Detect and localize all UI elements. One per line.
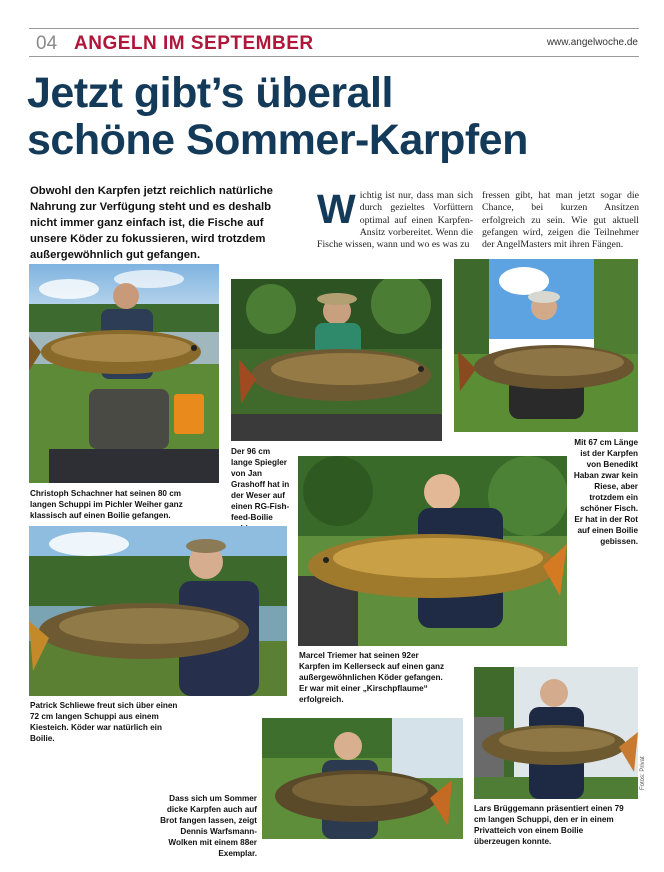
- website-link[interactable]: www.angelwoche.de: [546, 37, 638, 48]
- caption-schliewe: Patrick Schliewe freut sich über einen 72 cm langen Schuppi aus einem Kiesteich. Köder war natürlich ein Boilie.: [30, 701, 178, 743]
- page-number: 04: [36, 33, 58, 54]
- photo-haban: [454, 259, 638, 432]
- photo-triemer: [298, 456, 567, 646]
- caption-grashoff: Der 96 cm lange Spiegler von Jan Grashoff hat in der Weser auf einen RG-Fish-feed-Boilie: [231, 447, 290, 522]
- caption-warfsmann: Dass sich um Sommer dicke Karpfen auch auf Brot fangen lassen, zeigt Dennis Warfsmann-Wolken mit einem 88er Exemplar.: [160, 794, 257, 858]
- caption-brueggemann: Lars Brüggemann präsentiert einen 79 cm langen Schuppi, den er in einem Privatteich von einem Boilie überzeugen konnte.: [474, 804, 624, 846]
- photo-credit: Fotos: Privat: [640, 756, 646, 790]
- caption-schachner: Christoph Schachner hat seinen 80 cm langen Schuppi im Pichler Weiher ganz klassisch auf einen Boilie gefangen.: [30, 489, 183, 520]
- photo-warfsmann: [262, 718, 463, 839]
- section-title: ANGELN IM SEPTEMBER: [74, 33, 314, 54]
- photo-schachner: [29, 264, 219, 483]
- header-rule: [29, 56, 639, 57]
- photo-schliewe: [29, 526, 287, 696]
- headline-line-1: Jetzt gibt’s überall: [27, 69, 393, 117]
- body-column-2: fressen gibt, hat man jetzt sogar die Chance, bei kurzen Ansitzen erfolgreich zu sein. Wie gut aktuell gefangen wird, zeigen die Teilnehmer der AngelMasters mit ihren Fängen.: [482, 190, 639, 251]
- drop-cap: W: [317, 186, 356, 232]
- photo-brueggemann: [474, 667, 638, 799]
- caption-haban: Mit 67 cm Länge ist der Karpfen von Benedikt Haban zwar kein Riese, aber trotzdem ein schöner Fisch. Er hat in der Rot auf einen Boilie gebissen.: [573, 438, 638, 546]
- caption-triemer: Marcel Triemer hat seinen 92er Karpfen im Kellerseck auf einen ganz außergewöhnlichen Köder gefangen. Er war mit einer „Kirschpflaume“ erfolgreich.: [299, 651, 445, 704]
- lead-paragraph: Obwohl den Karpfen jetzt reichlich natürliche Nahrung zur Verfügung steht und es deshalb nicht immer ganz einfach ist, die Fische auf unsere Köder zu fokussieren, wird trotzdem außergewöhnlich gut gefangen.: [30, 185, 273, 261]
- top-rule: [29, 28, 639, 29]
- headline-line-2: schöne Sommer-Karpfen: [27, 116, 528, 164]
- body-text-1: ichtig ist nur, dass man sich durch gezieltes Vorfüttern optimal auf einen Karpfen-Ansitz vorbereitet. Wenn die Fische wissen, wann und wo es was zu: [317, 190, 473, 251]
- photo-grashoff: [231, 279, 442, 441]
- body-column-1: [317, 186, 473, 251]
- page-headline: [27, 70, 647, 164]
